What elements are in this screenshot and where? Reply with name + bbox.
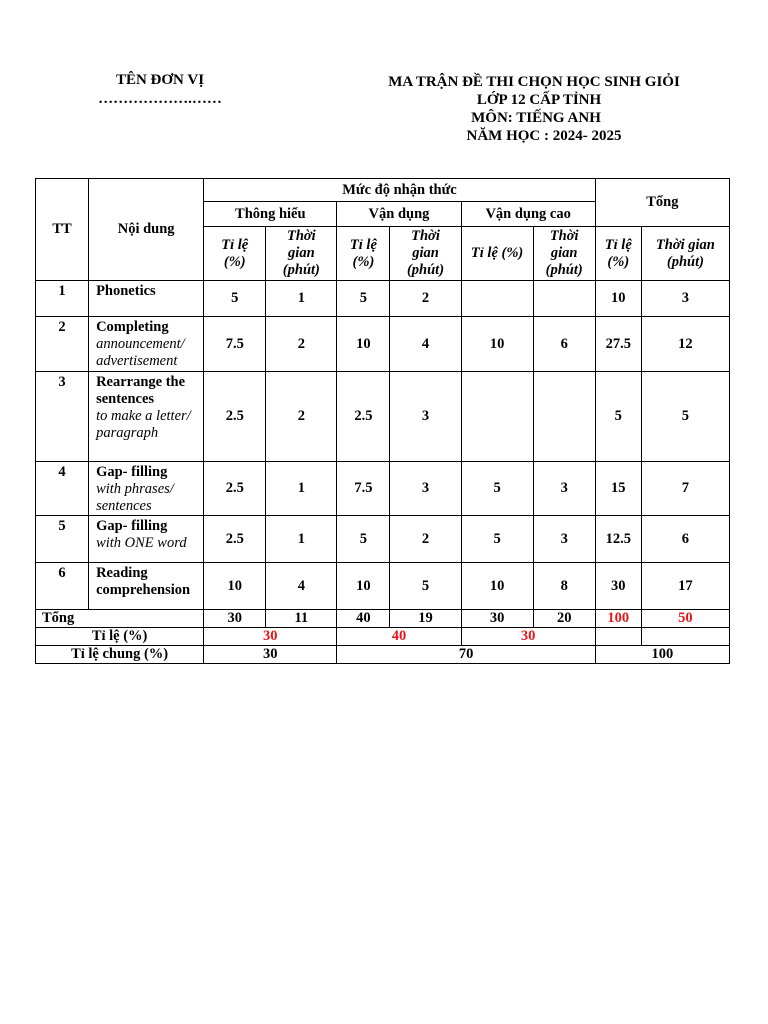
row-tt: 2	[36, 317, 89, 372]
header-level-application: Vận dụng	[337, 202, 461, 227]
cell-vdc-time: 6	[533, 317, 595, 372]
cell-th-ratio: 2.5	[204, 516, 266, 563]
ratio-row	[36, 628, 730, 646]
cell-th-time: 1	[266, 281, 337, 317]
cell-vdc-ratio	[461, 372, 533, 462]
cell-total-time: 6	[641, 516, 729, 563]
overall-low: 30	[204, 646, 337, 664]
cell-vd-ratio: 2.5	[337, 372, 390, 462]
title-line-1: MA TRẬN ĐỀ THI CHỌN HỌC SINH GIỎI	[388, 74, 680, 90]
cell-vdc-ratio: 10	[461, 317, 533, 372]
cell-th-ratio: 2.5	[204, 372, 266, 462]
cell-vd-time: 3	[390, 462, 461, 516]
unit-name: TÊN ĐƠN VỊ	[115, 72, 205, 88]
cell-vd-time: 4	[390, 317, 461, 372]
cell-vdc-ratio: 5	[461, 516, 533, 563]
sum-row	[36, 610, 730, 628]
sub-total-ratio: Tỉ lệ (%)	[595, 227, 641, 281]
row-tt: 6	[36, 563, 89, 610]
sum-total-time: 50	[641, 610, 729, 628]
title-line-2: LỚP 12 CẤP TỈNH	[476, 92, 602, 108]
sum-th-ratio: 30	[204, 610, 266, 628]
cell-vd-time: 2	[390, 281, 461, 317]
header-total: Tổng	[595, 179, 729, 227]
cell-vdc-time: 8	[533, 563, 595, 610]
cell-th-time: 2	[266, 317, 337, 372]
table-row	[36, 317, 730, 372]
cell-vd-ratio: 5	[337, 516, 390, 563]
cell-vdc-time: 3	[533, 462, 595, 516]
ratio-empty	[641, 628, 729, 646]
cell-th-ratio: 2.5	[204, 462, 266, 516]
cell-vd-ratio: 10	[337, 563, 390, 610]
cell-th-ratio: 5	[204, 281, 266, 317]
table-row	[36, 462, 730, 516]
overall-label: Tỉ lệ chung (%)	[36, 646, 204, 664]
overall-ratio-row	[36, 646, 730, 664]
title-line-4: NĂM HỌC : 2024- 2025	[466, 128, 622, 144]
cell-vd-time: 5	[390, 563, 461, 610]
sum-vd-ratio: 40	[337, 610, 390, 628]
row-tt: 1	[36, 281, 89, 317]
cell-th-time: 1	[266, 462, 337, 516]
row-topic: Completing announcement/ advertisement	[89, 317, 204, 372]
sub-ratio: Tỉ lệ (%)	[337, 227, 390, 281]
sum-label: Tổng	[36, 610, 204, 628]
ratio-vdc: 30	[461, 628, 595, 646]
header-level-high-application: Vận dụng cao	[461, 202, 595, 227]
cell-th-ratio: 10	[204, 563, 266, 610]
cell-total-time: 17	[641, 563, 729, 610]
row-tt: 5	[36, 516, 89, 563]
exam-matrix-table	[35, 178, 730, 664]
cell-total-ratio: 30	[595, 563, 641, 610]
row-topic: Rearrange the sentences to make a letter/ paragraph	[89, 372, 204, 462]
cell-vd-time: 3	[390, 372, 461, 462]
cell-total-ratio: 27.5	[595, 317, 641, 372]
cell-vd-ratio: 10	[337, 317, 390, 372]
row-topic: Phonetics	[89, 281, 204, 317]
cell-vd-time: 2	[390, 516, 461, 563]
sum-vdc-time: 20	[533, 610, 595, 628]
sub-time: Thời gian (phút)	[266, 227, 337, 281]
header-level-comprehension: Thông hiểu	[204, 202, 337, 227]
overall-total: 100	[595, 646, 729, 664]
cell-vd-ratio: 7.5	[337, 462, 390, 516]
ratio-vd: 40	[337, 628, 461, 646]
cell-total-ratio: 12.5	[595, 516, 641, 563]
row-topic: Gap- filling with ONE word	[89, 516, 204, 563]
overall-high: 70	[337, 646, 595, 664]
cell-th-ratio: 7.5	[204, 317, 266, 372]
cell-total-time: 3	[641, 281, 729, 317]
cell-vdc-ratio	[461, 281, 533, 317]
sum-th-time: 11	[266, 610, 337, 628]
cell-th-time: 1	[266, 516, 337, 563]
unit-header	[80, 72, 240, 108]
cell-vdc-time	[533, 281, 595, 317]
sub-ratio: Tỉ lệ (%)	[204, 227, 266, 281]
ratio-label: Tỉ lệ (%)	[36, 628, 204, 646]
ratio-th: 30	[204, 628, 337, 646]
cell-vdc-time	[533, 372, 595, 462]
cell-total-time: 7	[641, 462, 729, 516]
row-topic: Reading comprehension	[89, 563, 204, 610]
header-content: Nội dung	[89, 179, 204, 281]
row-tt: 4	[36, 462, 89, 516]
exam-title	[376, 73, 692, 145]
cell-vdc-ratio: 10	[461, 563, 533, 610]
cell-total-ratio: 15	[595, 462, 641, 516]
cell-vd-ratio: 5	[337, 281, 390, 317]
sub-total-time: Thời gian (phút)	[641, 227, 729, 281]
cell-vdc-time: 3	[533, 516, 595, 563]
sub-time: Thời gian (phút)	[533, 227, 595, 281]
cell-vdc-ratio: 5	[461, 462, 533, 516]
table-row	[36, 563, 730, 610]
cell-total-ratio: 5	[595, 372, 641, 462]
cell-th-time: 2	[266, 372, 337, 462]
table-row	[36, 281, 730, 317]
cell-total-time: 5	[641, 372, 729, 462]
unit-dots: ……………….……	[98, 91, 222, 107]
sum-vdc-ratio: 30	[461, 610, 533, 628]
row-topic: Gap- filling with phrases/ sentences	[89, 462, 204, 516]
header-cognitive-level: Mức độ nhận thức	[204, 179, 596, 202]
title-line-3: MÔN: TIẾNG ANH	[471, 110, 601, 126]
sum-vd-time: 19	[390, 610, 461, 628]
sub-time: Thời gian (phút)	[390, 227, 461, 281]
header-tt: TT	[36, 179, 89, 281]
sub-ratio: Tỉ lệ (%)	[461, 227, 533, 281]
cell-total-time: 12	[641, 317, 729, 372]
cell-th-time: 4	[266, 563, 337, 610]
sum-total-ratio: 100	[595, 610, 641, 628]
table-row	[36, 372, 730, 462]
ratio-empty	[595, 628, 641, 646]
table-row	[36, 516, 730, 563]
row-tt: 3	[36, 372, 89, 462]
cell-total-ratio: 10	[595, 281, 641, 317]
